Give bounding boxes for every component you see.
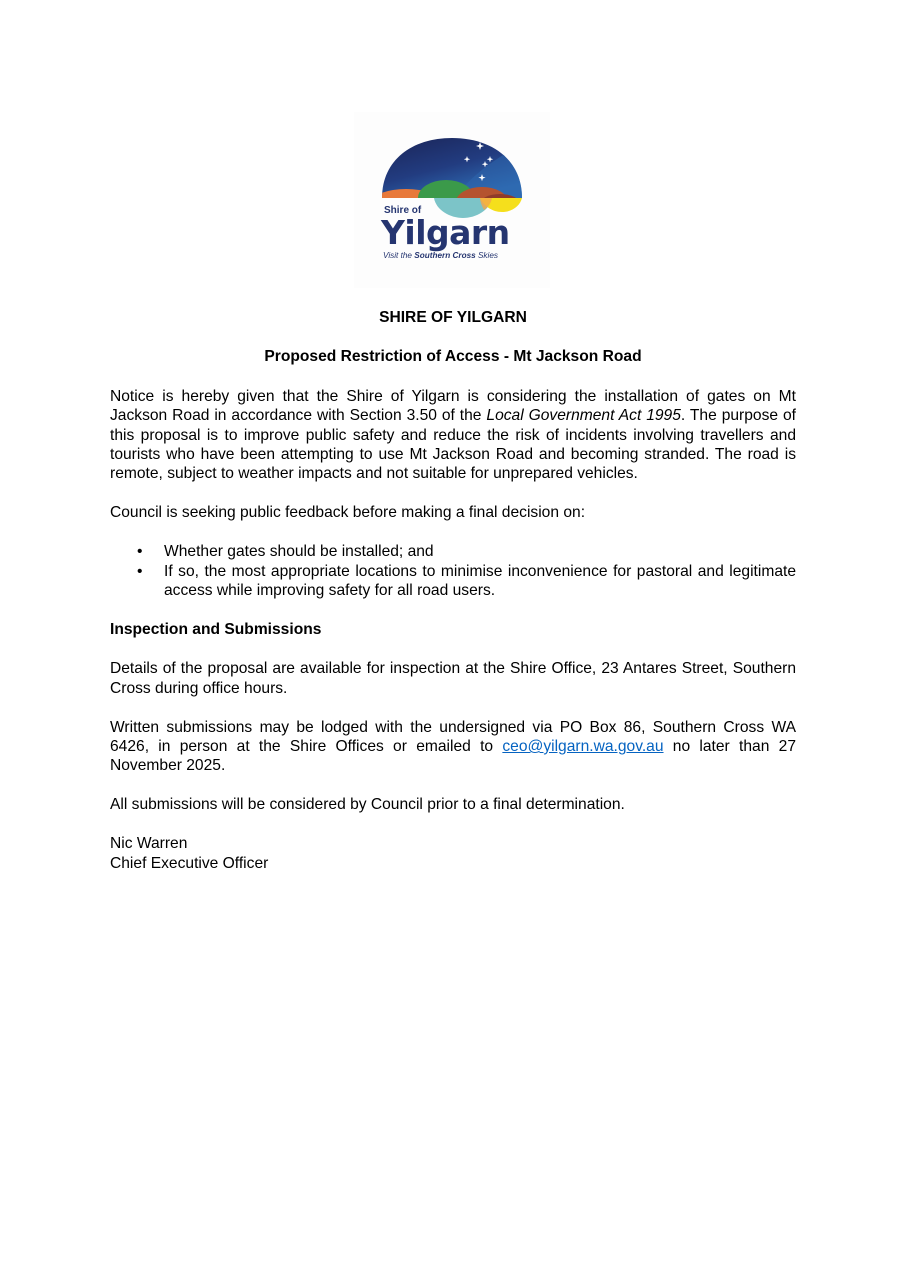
logo-name-text: Yilgarn [381, 213, 510, 252]
list-item-text: Whether gates should be installed; and [164, 543, 434, 561]
signature-title: Chief Executive Officer [110, 854, 269, 872]
submissions-text-2: no later than 27 November 2025. [110, 738, 796, 775]
feedback-paragraph: Council is seeking public feedback before making a final decision on: [110, 504, 586, 522]
intro-text-1: Notice is hereby given that the Shire of Yilgarn is considering the installation of gates on Mt Jackson Road in accordance with Section 3.50 of the [110, 387, 796, 425]
org-title: SHIRE OF YILGARN [379, 309, 527, 326]
intro-text-2: . The purpose of this proposal is to improve public safety and reduce the risk of incidents involving travellers and tourists who have been attempting to use Mt Jackson Road and becoming stranded. The road is remote, subject to weather impacts and not suitable for unprepared vehicles. [110, 407, 796, 483]
bullet-icon: • [137, 562, 143, 580]
notice-content [110, 308, 796, 873]
submissions-text-1: Written submissions may be lodged with the undersigned via PO Box 86, Southern Cross WA 6426, in person at the Shire Offices or emailed to [110, 718, 796, 756]
email-link[interactable]: ceo@yilgarn.wa.gov.au [502, 738, 664, 756]
shire-logo [354, 112, 550, 288]
act-name: Local Government Act 1995 [486, 407, 681, 425]
list-item [110, 562, 796, 601]
inspection-paragraph: Details of the proposal are available for inspection at the Shire Office, 23 Antares Street, Southern Cross during office hours. [110, 660, 796, 697]
consideration-paragraph: All submissions will be considered by Council prior to a final determination. [110, 796, 625, 814]
list-item [110, 542, 796, 561]
list-item-text: If so, the most appropriate locations to minimise inconvenience for pastoral and legitimate access while improving safety for all road users. [164, 562, 796, 600]
decision-list [110, 542, 796, 600]
section-heading: Inspection and Submissions [110, 621, 322, 639]
bullet-icon: • [137, 543, 143, 561]
logo-shire-of-text: Shire of [384, 205, 422, 216]
logo-tagline-text: Visit the Southern Cross Skies [383, 251, 498, 260]
intro-paragraph [110, 387, 796, 484]
notice-title: Proposed Restriction of Access - Mt Jackson Road [264, 348, 642, 366]
submissions-paragraph [110, 718, 796, 776]
shire-logo-graphic [354, 112, 550, 288]
signature-name: Nic Warren [110, 835, 188, 853]
